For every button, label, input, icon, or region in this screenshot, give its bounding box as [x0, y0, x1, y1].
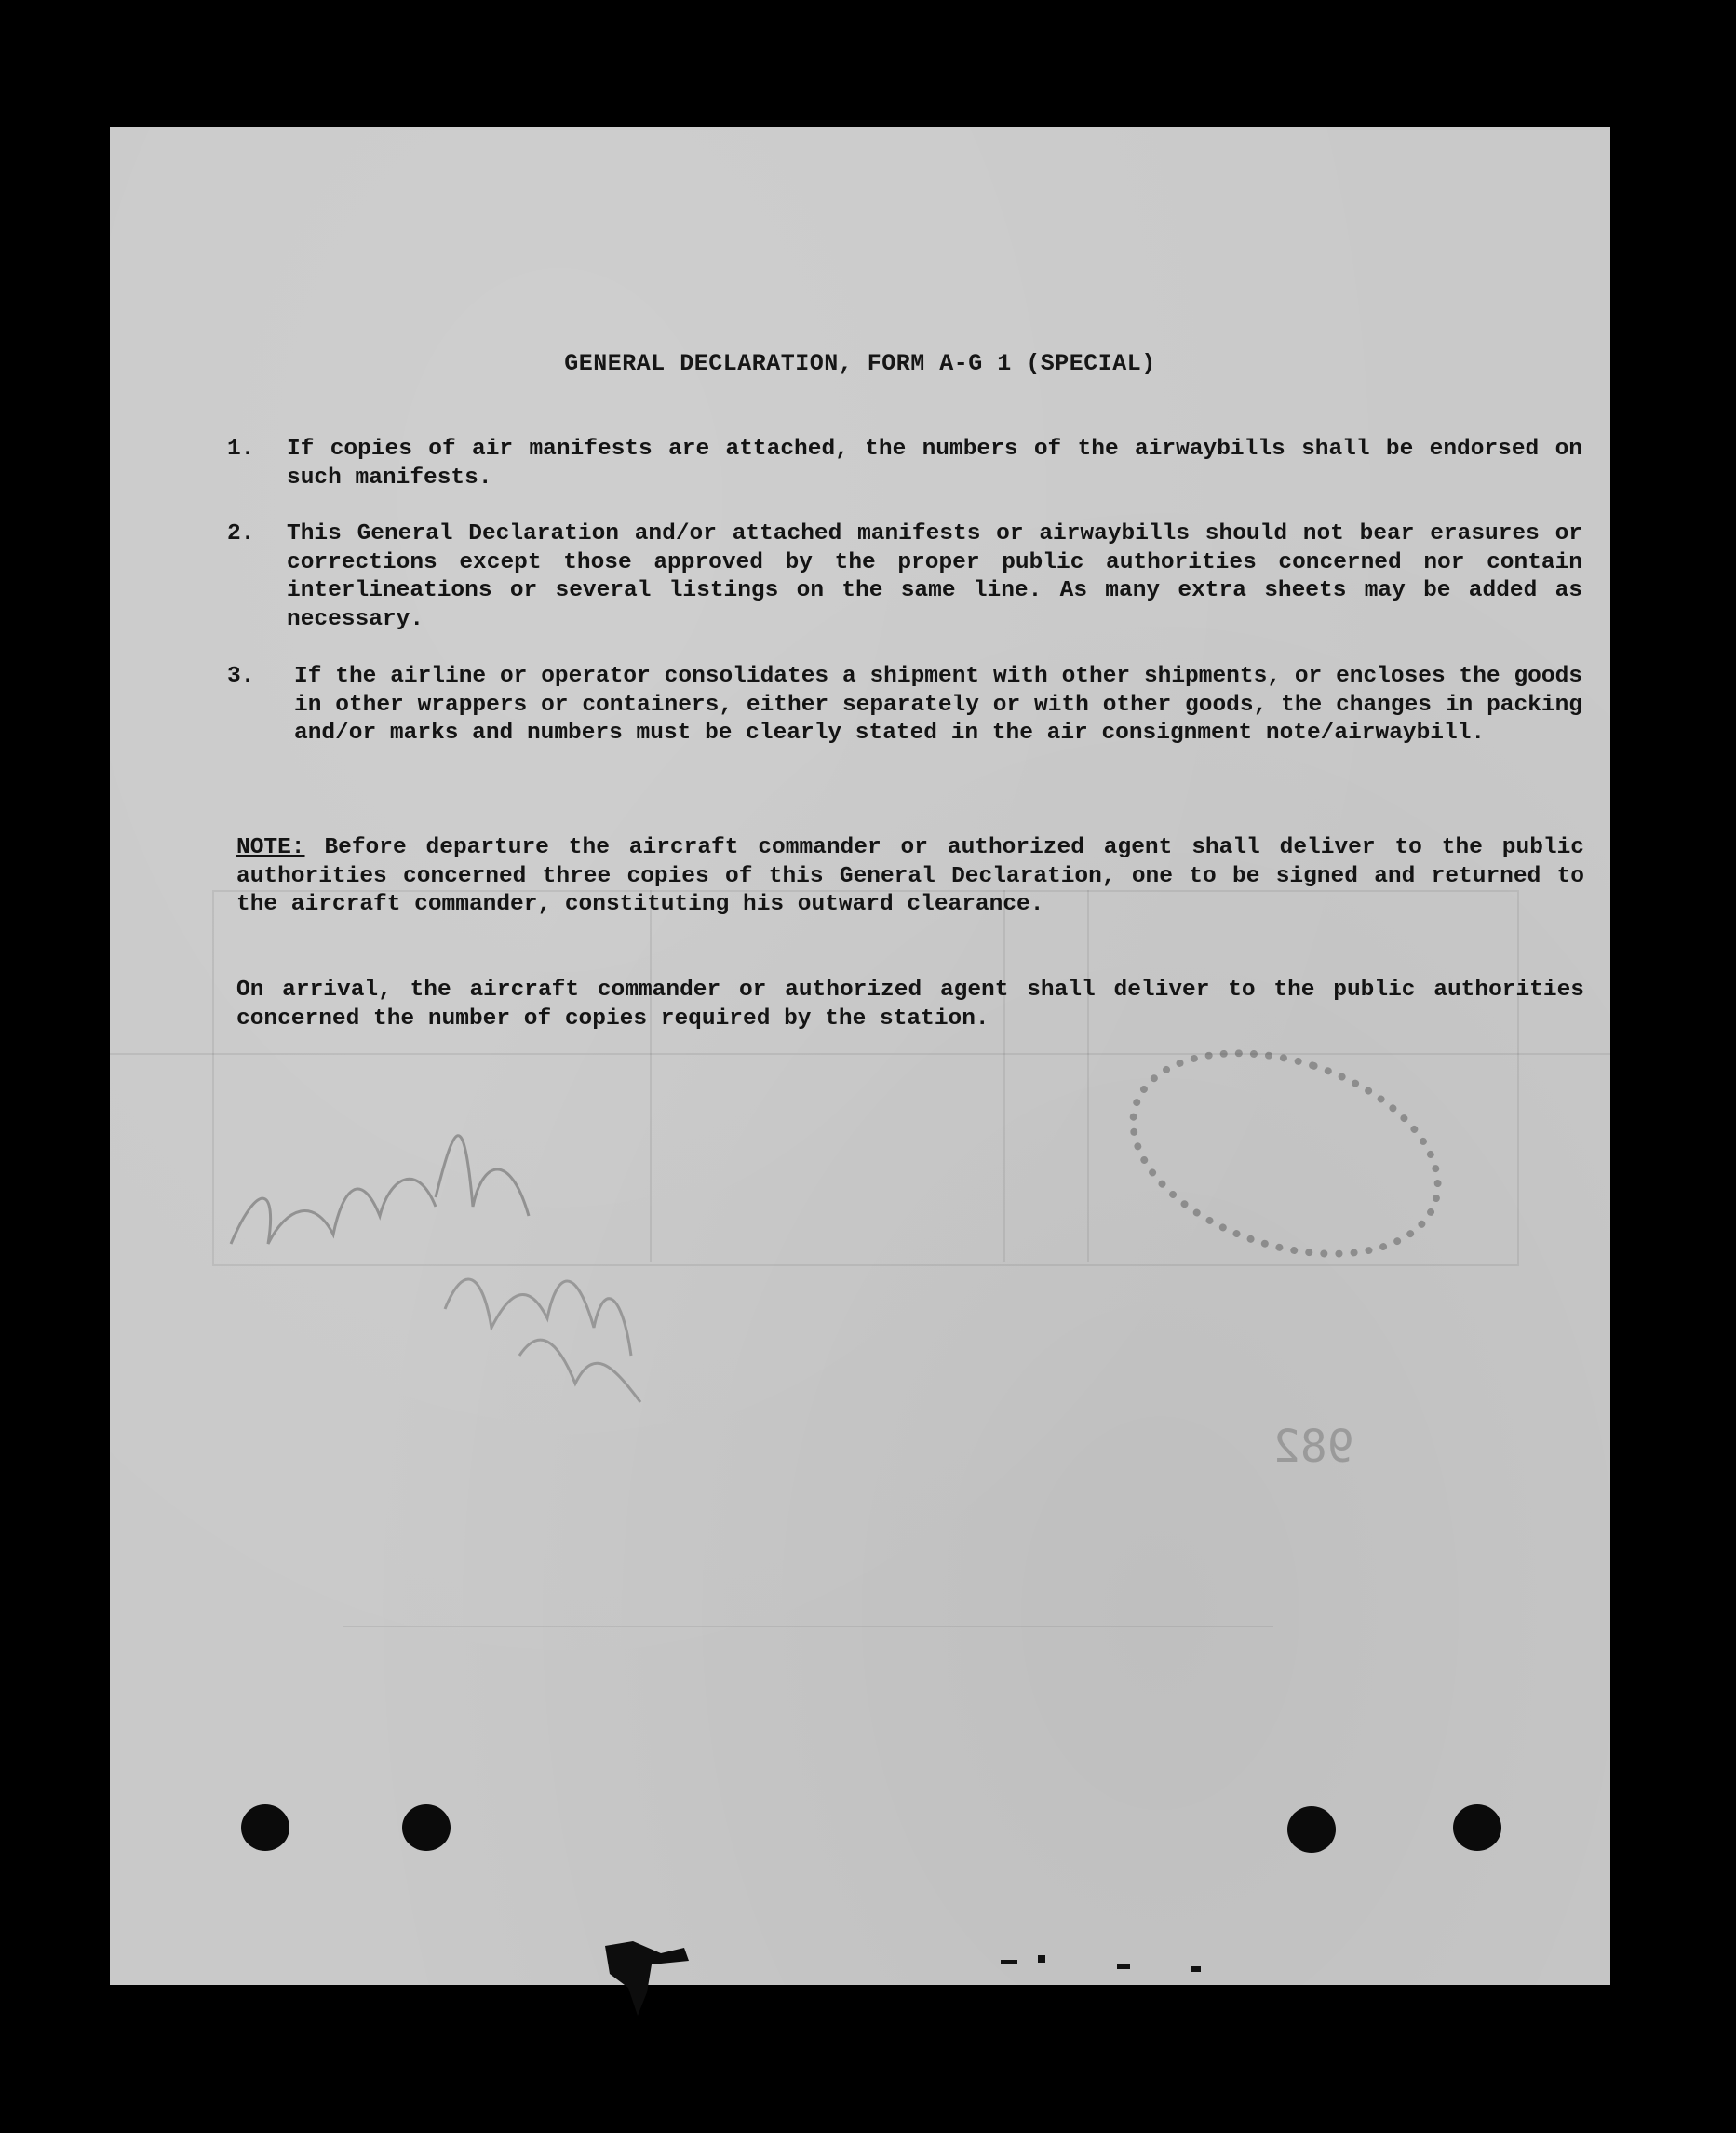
speck: [1001, 1960, 1017, 1964]
punch-hole: [1453, 1804, 1501, 1851]
item-text: If the airline or operator consolidates a shipment with other shipments, or encloses the goods in other wrappers or containers, either separately or with other goods, the changes in packing and/or marks and numbers must be clearly stated in the air consignment note/airwaybill.: [294, 664, 1582, 746]
note-text: Before departure the aircraft commander or authorized agent shall deliver to the public authorities concerned three copies of this General Declaration, one to be signed and returned to the aircraft commander, constituting his outward clearance.: [236, 835, 1585, 917]
bleed-through-divider: [1003, 890, 1005, 1262]
form-title: GENERAL DECLARATION, FORM A-G 1 (SPECIAL): [564, 350, 1156, 377]
punch-hole: [1287, 1806, 1336, 1853]
item-text: If copies of air manifests are attached, the numbers of the airwaybills shall be endorsed on such manifests.: [287, 437, 1582, 491]
bleed-through-rule: [343, 1626, 1273, 1627]
punch-hole: [402, 1804, 451, 1851]
bleed-through-number: 982: [1273, 1421, 1354, 1473]
punch-hole: [241, 1804, 289, 1851]
speck: [1191, 1966, 1201, 1972]
item-number: 3.: [227, 664, 255, 689]
instruction-item-3: [227, 663, 1582, 749]
item-text: This General Declaration and/or attached manifests or airwaybills should not bear erasures or corrections except those approved by the proper public authorities concerned nor contain interlineations or several listings on the same line. As many extra sheets may be added as necessary.: [287, 521, 1582, 632]
note-label: NOTE:: [236, 835, 305, 860]
document-page: [110, 127, 1610, 1985]
item-number: 1.: [227, 437, 255, 462]
handwriting-bleed-through: [203, 1048, 780, 1467]
instruction-item-2: [227, 520, 1582, 634]
bleed-through-divider: [1087, 890, 1089, 1262]
speck: [1117, 1964, 1130, 1969]
instruction-item-1: [227, 436, 1582, 493]
note-paragraph: [236, 834, 1584, 920]
item-number: 2.: [227, 521, 255, 547]
speck: [1038, 1955, 1045, 1963]
torn-edge-mark: [596, 1937, 707, 2020]
arrival-paragraph: On arrival, the aircraft commander or authorized agent shall deliver to the public authorities concerned the number of copies required by the station.: [236, 978, 1584, 1032]
